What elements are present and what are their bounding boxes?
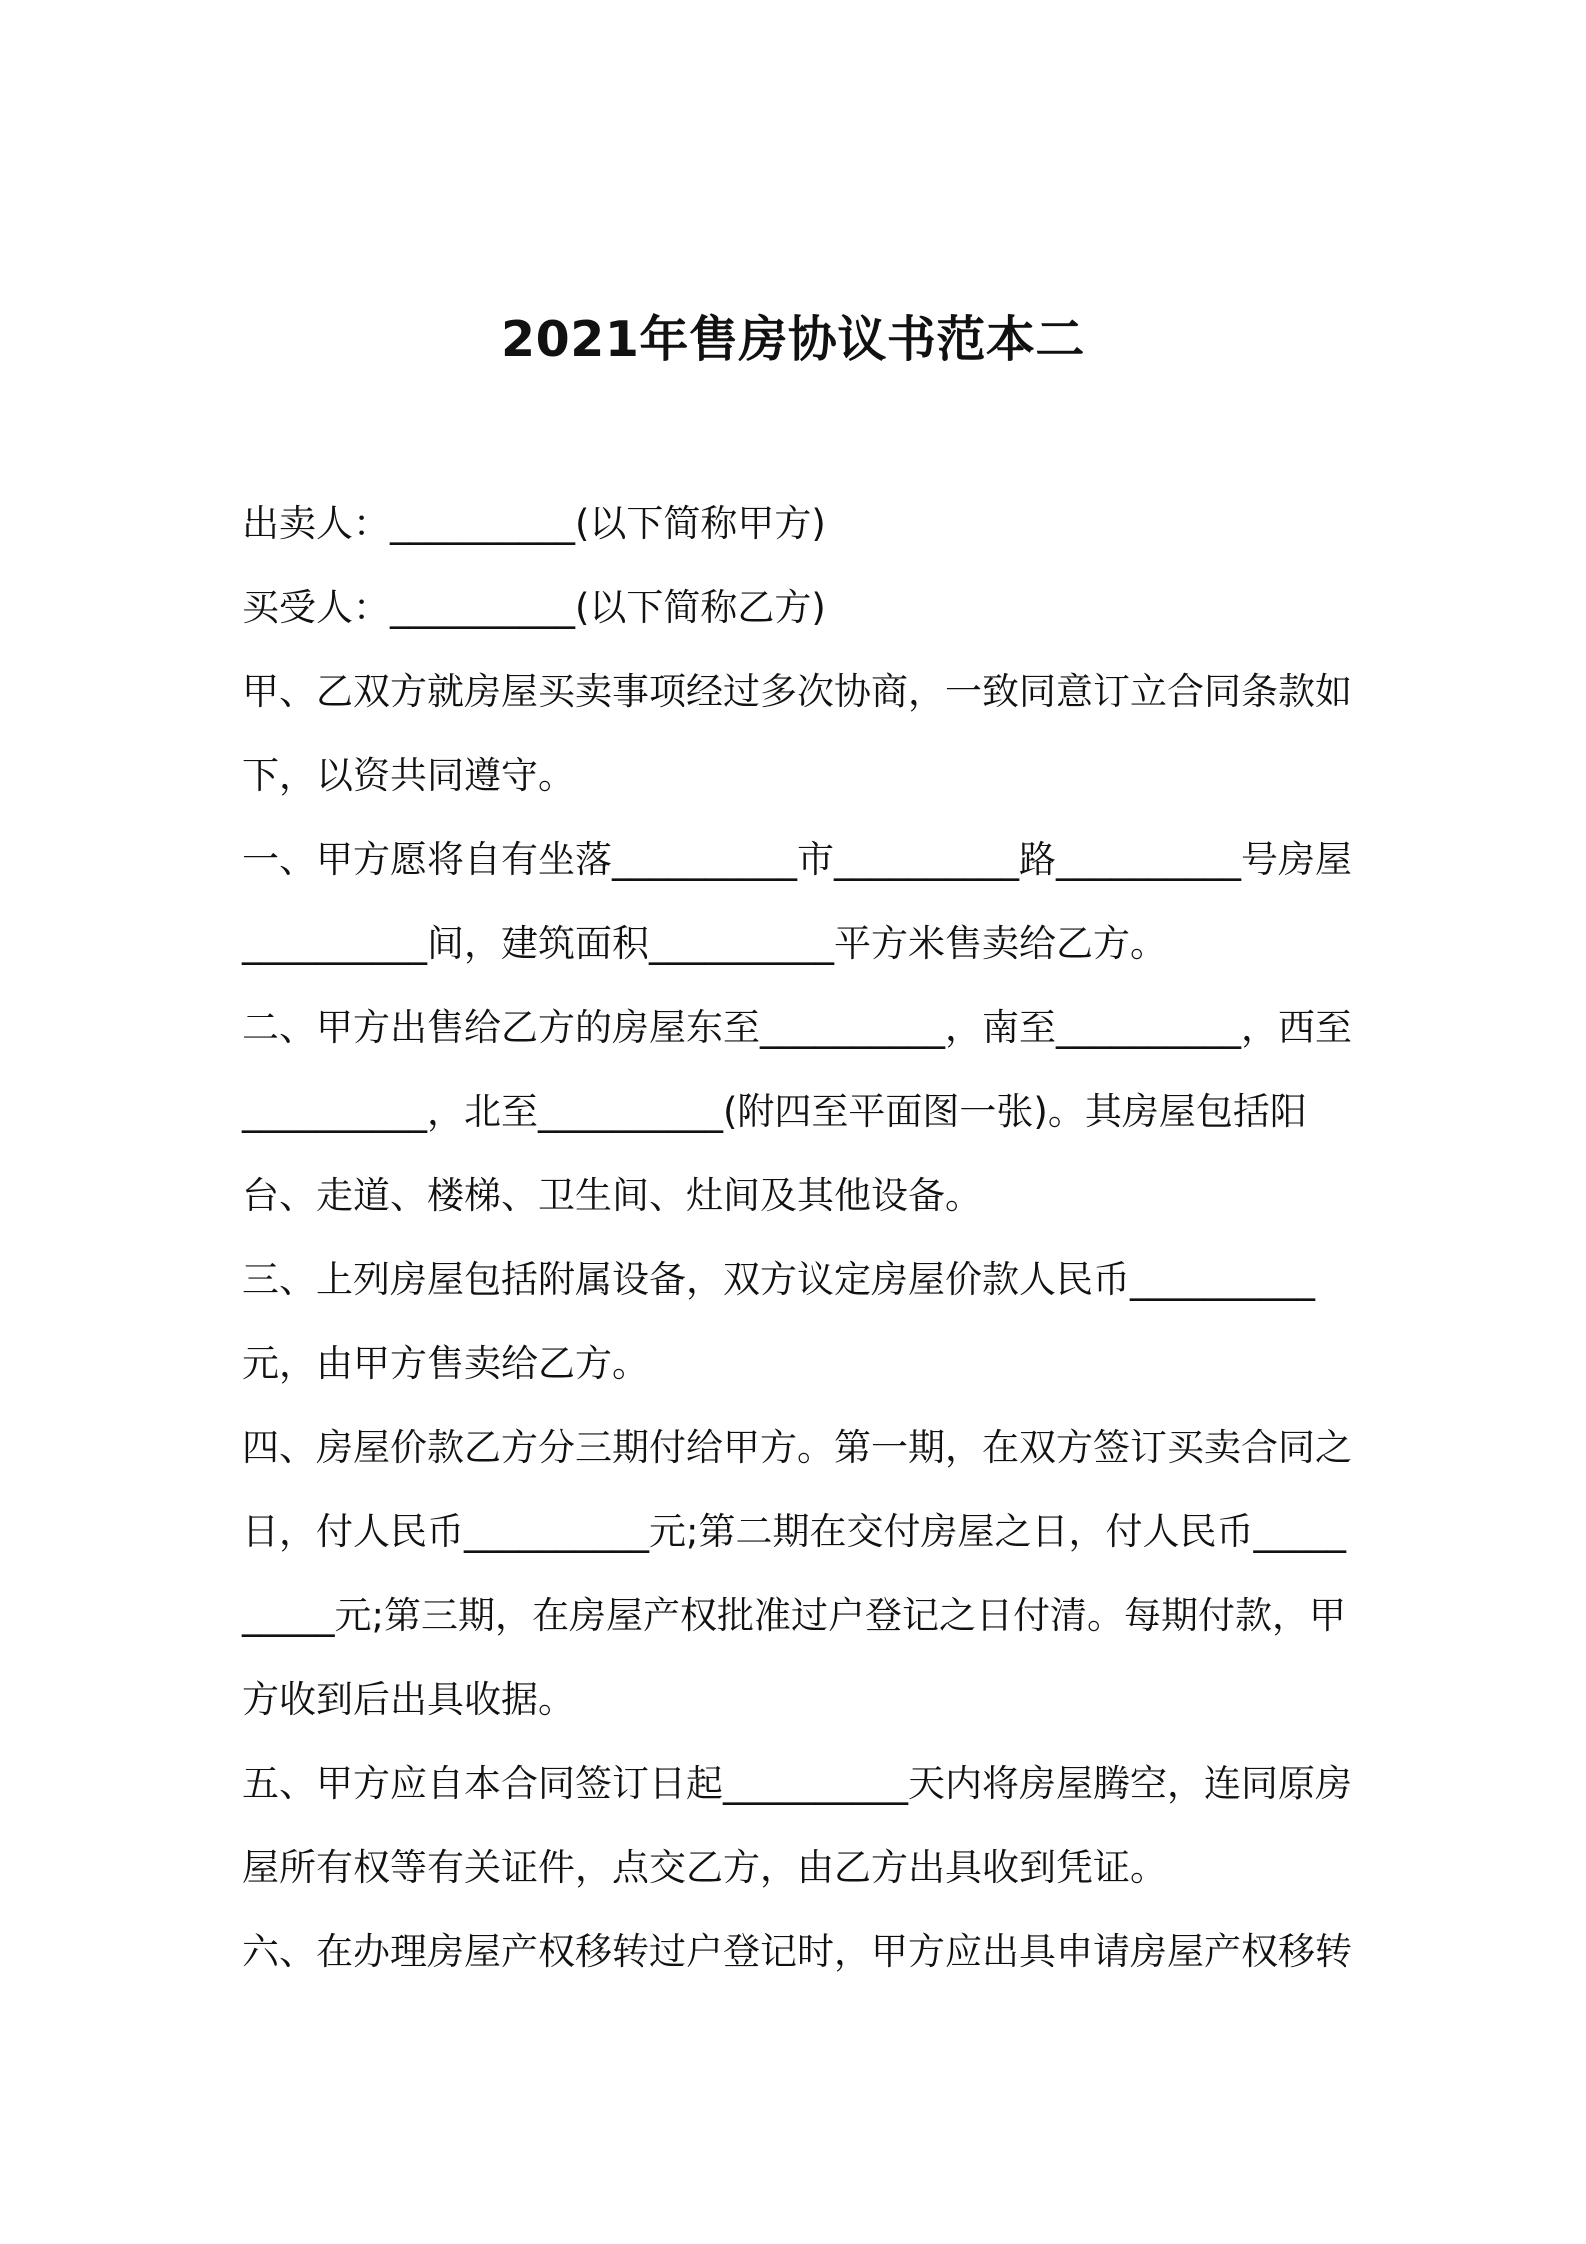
paragraph-clause-6: 六、在办理房屋产权移转过户登记时，甲方应出具申请房屋产权移转 — [242, 1930, 1352, 1973]
paragraph-clause-4: 四、房屋价款乙方分三期付给甲方。第一期，在双方签订买卖合同之日，付人民币__________元;第二期在交付房屋之日，付人民币__________元;第三期，在房屋产权批准过户登记之日付清。每期付款，甲方收到后出具收据。 — [242, 1426, 1352, 1721]
paragraph-seller: 出卖人：__________(以下简称甲方) — [242, 502, 826, 545]
paragraph-clause-1: 一、甲方愿将自有坐落__________市__________路__________号房屋__________间，建筑面积__________平方米售卖给乙方。 — [242, 838, 1352, 965]
document-body — [242, 482, 1352, 1994]
paragraph-clause-3: 三、上列房屋包括附属设备，双方议定房屋价款人民币__________元，由甲方售卖给乙方。 — [242, 1258, 1315, 1385]
paragraph-preamble: 甲、乙双方就房屋买卖事项经过多次协商，一致同意订立合同条款如下，以资共同遵守。 — [242, 670, 1352, 797]
paragraph-clause-2: 二、甲方出售给乙方的房屋东至__________，南至__________，西至__________，北至__________(附四至平面图一张)。其房屋包括阳台、走道、楼梯、卫生间、灶间及其他设备。 — [242, 1006, 1352, 1217]
paragraph-buyer: 买受人：__________(以下简称乙方) — [242, 586, 826, 629]
paragraph-clause-5: 五、甲方应自本合同签订日起__________天内将房屋腾空，连同原房屋所有权等有关证件，点交乙方，由乙方出具收到凭证。 — [242, 1762, 1352, 1889]
document-title: 2021年售房协议书范本二 — [501, 311, 1085, 368]
